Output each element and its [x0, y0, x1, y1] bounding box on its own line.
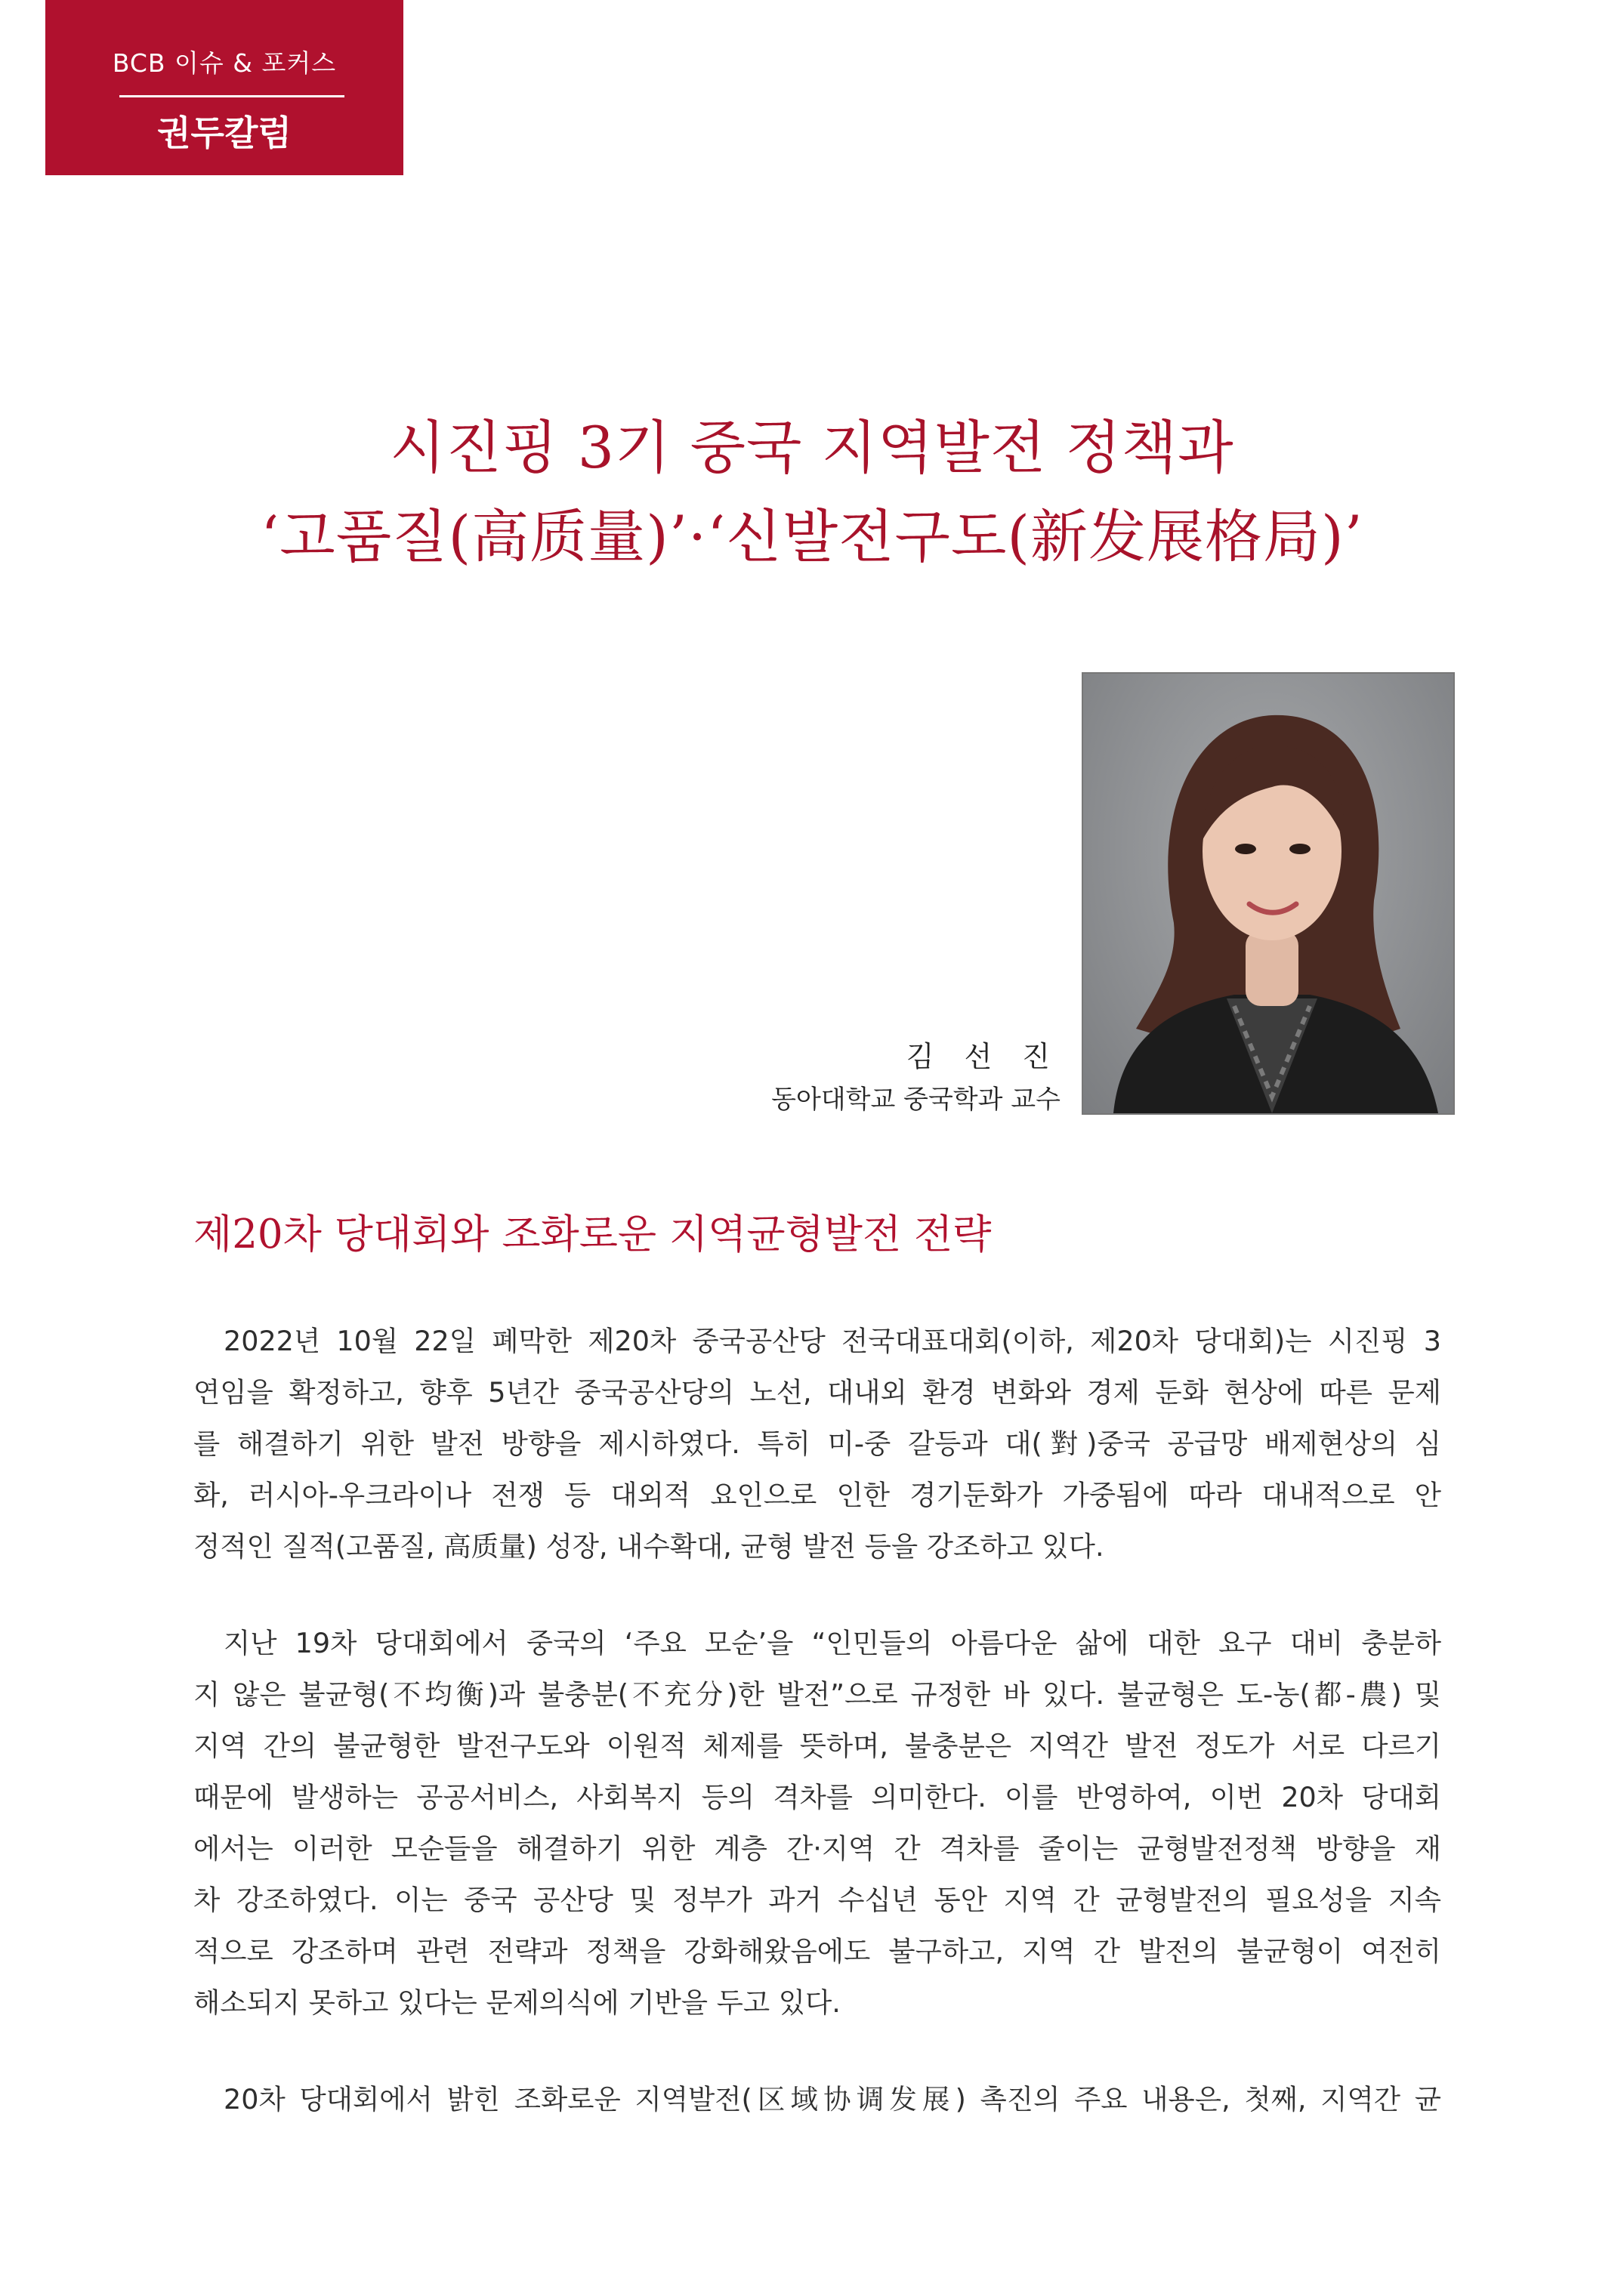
paragraph-line: 지 않은 불균형(不均衡)과 불충분(不充分)한 발전”으로 규정한 바 있다. 불균형은 도-농(都-農) 및: [193, 1678, 1441, 1711]
author-name: 김 선 진: [906, 1040, 1061, 1073]
paragraph-3: [193, 2074, 1441, 2125]
paragraph-line: 연임을 확정하고, 향후 5년간 중국공산당의 노선, 대내외 환경 변화와 경제 둔화 현상에 따른 문제: [193, 1376, 1441, 1409]
paragraph-1: [193, 1316, 1441, 1572]
paragraph-line: 에서는 이러한 모순들을 해결하기 위한 계층 간·지역 간 격차를 줄이는 균형발전정책 방향을 재: [193, 1832, 1441, 1865]
column-category: 권두칼럼: [157, 113, 292, 153]
paragraph-line: 차 강조하였다. 이는 중국 공산당 및 정부가 과거 수십년 동안 지역 간 균형발전의 필요성을 지속: [193, 1884, 1441, 1916]
paragraph-2: [193, 1618, 1441, 2029]
series-label: BCB 이슈 & 포커스: [112, 48, 337, 78]
article-title-line-1: 시진핑 3기 중국 지역발전 정책과: [390, 414, 1234, 481]
section-heading: 제20차 당대회와 조화로운 지역균형발전 전략: [193, 1211, 992, 1258]
paragraph-line: 해소되지 못하고 있다는 문제의식에 기반을 두고 있다.: [193, 1986, 841, 2019]
article-title-line-2: ‘고품질(高质量)’·‘신발전구도(新发展格局)’: [261, 503, 1363, 570]
author-affiliation: 동아대학교 중국학과 교수: [771, 1085, 1061, 1115]
paragraph-line: 적으로 강조하며 관련 전략과 정책을 강화해왔음에도 불구하고, 지역 간 발전의 불균형이 여전히: [193, 1935, 1441, 1967]
paragraph-line: 20차 당대회에서 밝힌 조화로운 지역발전(区域协调发展) 촉진의 주요 내용은, 첫째, 지역간 균: [224, 2083, 1441, 2116]
paragraph-line: 지난 19차 당대회에서 중국의 ‘주요 모순’을 “인민들의 아름다운 삶에 대한 요구 대비 충분하: [224, 1627, 1441, 1659]
paragraph-line: 화, 러시아-우크라이나 전쟁 등 대외적 요인으로 인한 경기둔화가 가중됨에 따라 대내적으로 안: [193, 1479, 1441, 1511]
column-tag: [45, 0, 403, 175]
author-portrait-image: [1083, 674, 1453, 1113]
paragraph-line: 2022년 10월 22일 폐막한 제20차 중국공산당 전국대표대회(이하, 제20차 당대회)는 시진핑 3: [224, 1325, 1442, 1357]
author-photo: [1082, 672, 1455, 1115]
paragraph-line: 때문에 발생하는 공공서비스, 사회복지 등의 격차를 의미한다. 이를 반영하여, 이번 20차 당대회: [193, 1781, 1441, 1813]
paragraph-line: 지역 간의 불균형한 발전구도와 이원적 체제를 뜻하며, 불충분은 지역간 발전 정도가 서로 다르기: [193, 1730, 1441, 1762]
paragraph-line: 를 해결하기 위한 발전 방향을 제시하였다. 특히 미-중 갈등과 대(對)중국 공급망 배제현상의 심: [193, 1427, 1441, 1460]
tag-divider: [119, 95, 344, 97]
paragraph-line: 정적인 질적(고품질, 高质量) 성장, 내수확대, 균형 발전 등을 강조하고 있다.: [193, 1530, 1104, 1563]
